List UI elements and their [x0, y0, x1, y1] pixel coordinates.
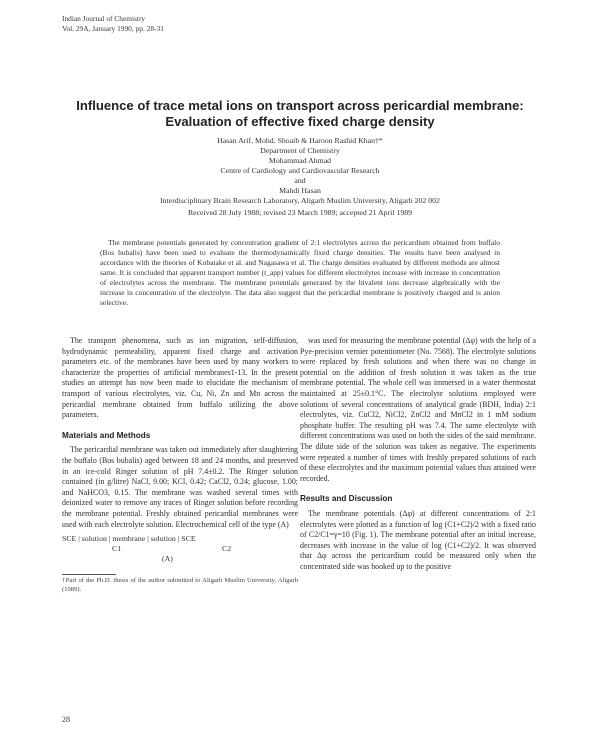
- author-line-1: Hasan Arif, Mohd. Shoaib & Haroon Rashid Khan†*: [217, 136, 383, 145]
- right-column: [300, 336, 536, 572]
- author-and: and: [294, 176, 306, 185]
- title-line-2: Evaluation of effective fixed charge density: [165, 113, 435, 129]
- affiliation-3: Interdisciplinary Brain Research Laboratory, Aligarh Muslim University, Aligarh 202 002: [160, 196, 440, 205]
- methods-heading: Materials and Methods: [62, 430, 151, 440]
- author-line-2: Mohammad Ahmad: [268, 156, 332, 165]
- abstract: The membrane potentials generated by concentration gradient of 2:1 electrolytes across the pericardium obtained from buffalo (Bos bubalis) have been used to evaluate the thermodynamically fixed charge densities. The results have been analysed in accordance with the theories of Kobatake et al. and Nagasawa et al. The charge densities evaluated by different methods are almost same. It is concluded that apparent transport number (t_app) values for different electrolytes increase with increase in concentration of electrolytes across the membrane. The membrane potentials generated by the bivalent ions decrease algebraically with the increase in concentration of the electrolyte. The data also suggest that the pericardial membrane is positively charged and is anion selective.: [100, 238, 500, 307]
- intro-paragraph: The transport phenomena, such as ion migration, self-diffusion, hydrodynamic permeability, apparent fixed charge and activation parameters etc. of the membranes have been used by many workers to characterize the properties of artificial membranes1-13. In the present studies an attempt has now been made to elucidate the mechanism of transport of various electrolytes, viz. Cu, Ni, Zn and Mn across the pericardial membrane obtained from buffalo utilizing the above parameters.: [62, 336, 298, 420]
- author-block: [60, 136, 540, 218]
- results-heading: Results and Discussion: [300, 494, 393, 504]
- journal-name: Indian Journal of Chemistry: [62, 14, 146, 23]
- author-line-3: Mahdi Hasan: [279, 186, 321, 195]
- cell-scheme-label: (A): [162, 554, 173, 564]
- apparatus-paragraph: was used for measuring the membrane potential (Δφ) with the help of a Pye-precision vernier potentiometer (No. 7568). The electrolyte solutions were replaced by fresh solutions and when there was no change in potential on the addition of fresh solution it was taken as the true membrane potential. The whole cell was immersed in a water thermostat maintained at 25±0.1°C. The electrolyte solutions employed were solutions of several concentrations of analytical grade (BDH, India) 2:1 electrolytes, viz. CuCl2, NiCl2, ZnCl2 and MnCl2 in 1 mM sodium phosphate buffer. The resulting pH was 7.4. The same electrolyte with different concentrations was used on both the sides of the said membrane. The dilute side of the solution was taken as negative. The experiments were repeated a number of times with freshly prepared solutions of each of these electrolytes and the maximum potential values thus attained were recorded.: [300, 336, 536, 483]
- cell-scheme-c2: C2: [222, 544, 232, 554]
- cell-scheme-c1: C1: [112, 544, 122, 554]
- footnote: †Part of the Ph.D. thesis of the author submitted to Aligarh Muslim University, Aligarh (1989).: [62, 577, 298, 593]
- received-dates: Received 28 July 1988; revised 23 March 1989; accepted 21 April 1989: [187, 208, 413, 217]
- cell-scheme: [62, 534, 298, 564]
- paper-title: [40, 98, 560, 130]
- affiliation-1: Department of Chemistry: [260, 146, 340, 155]
- title-line-1: Influence of trace metal ions on transport across pericardial membrane:: [76, 98, 524, 113]
- left-column: [62, 336, 298, 594]
- page-number: 28: [62, 715, 70, 724]
- affiliation-2: Centre of Cardiology and Cardiovascular Research: [220, 166, 380, 175]
- results-paragraph: The membrane potentials (Δφ) at different concentrations of 2:1 electrolytes were plotted as a function of log (C1+C2)/2 with a fixed ratio of C2/C1=γ=10 (Fig. 1). The membrane potential after an initial increase, decreases with increase in the value of log (C1+C2)/2. It was observed that Δφ across the pericardium could be measured only when the concentrated side was hooked up to the positive: [300, 508, 536, 571]
- journal-header: [62, 14, 164, 33]
- cell-scheme-line: SCE | solution | membrane | solution | SCE: [62, 534, 196, 544]
- methods-paragraph: The pericardial membrane was taken out immediately after slaughtering the buffalo (Bos bubalis) aged between 18 and 24 months, and preserved in an ice-cold Ringer solution of pH 7.4±0.2. The Ringer solution contained (in g/litre) NaCl, 9.00; KCl, 0.42; CaCl2, 0.24; glucose, 1.00; and NaHCO3, 0.15. The membrane was washed several times with deionized water to remove any traces of Ringer solution before recording the membrane potential. Freshly obtained pericardial membranes were used with each electrolyte solution. Electrochemical cell of the type (A): [62, 445, 298, 529]
- journal-volume: Vol. 29A, January 1990, pp. 28-31: [62, 23, 164, 33]
- footnote-divider: [62, 574, 116, 575]
